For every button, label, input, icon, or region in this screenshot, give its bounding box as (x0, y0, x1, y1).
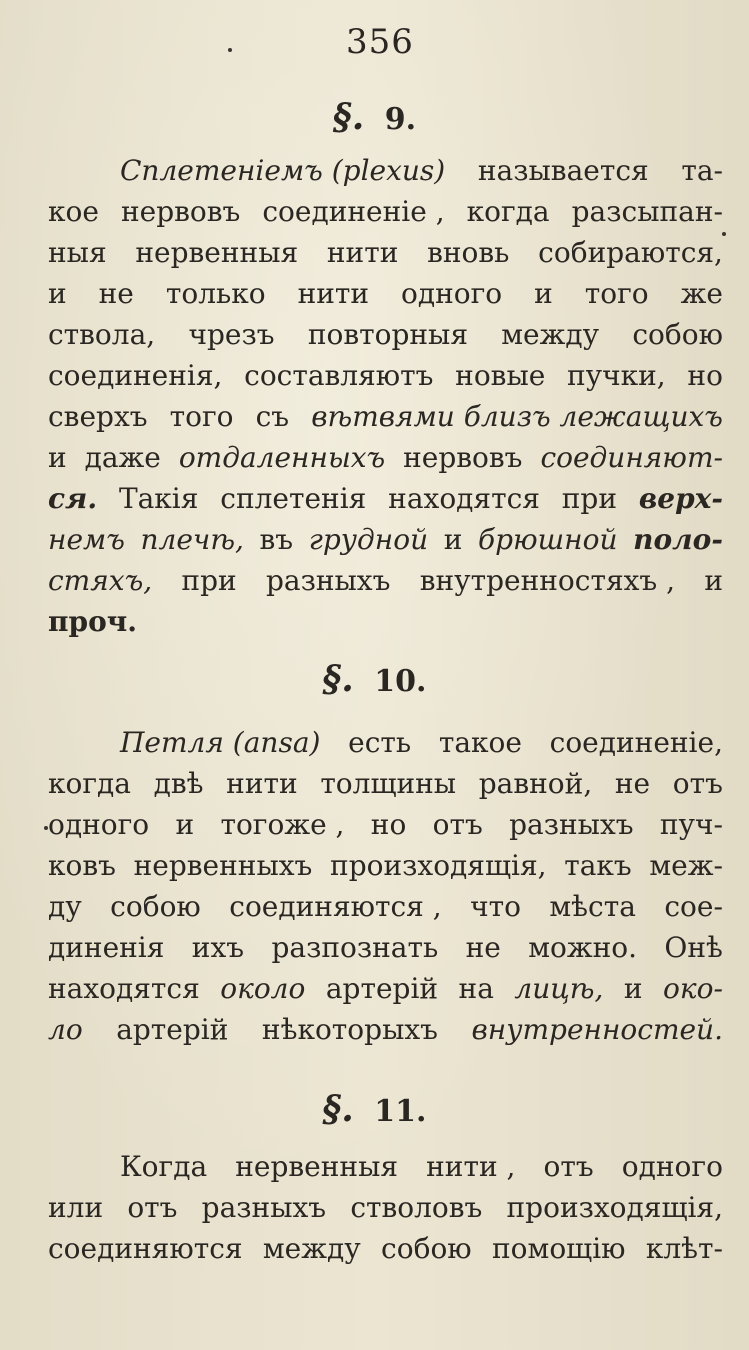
word: нервовъ (120, 195, 241, 228)
word: и (623, 972, 643, 1005)
text-line (48, 722, 723, 763)
word: не (614, 767, 651, 800)
word: кое (48, 195, 99, 228)
section-number: 11. (374, 1094, 427, 1129)
word: грудной (308, 523, 429, 556)
word: не (98, 277, 134, 310)
word: разпознать (271, 931, 439, 964)
text-line (48, 478, 723, 519)
word: проч. (48, 605, 137, 638)
text-line (48, 150, 723, 191)
word: ихъ (191, 931, 245, 964)
word: поло- (633, 523, 723, 556)
word: меж- (649, 849, 723, 882)
word: нервенныя (235, 1150, 399, 1183)
word: нити , (426, 1150, 516, 1183)
text-line (48, 1146, 723, 1187)
word: на (458, 972, 494, 1005)
section-heading-9 (0, 96, 749, 138)
word: и (48, 277, 67, 310)
word: сверхъ (48, 400, 148, 433)
word: соединеніе , (262, 195, 445, 228)
print-speck (722, 232, 726, 236)
word: и (48, 441, 67, 474)
text-line (48, 355, 723, 396)
word: такое (438, 726, 522, 759)
word: собираются, (538, 236, 723, 269)
word: нити (297, 277, 370, 310)
word: ло (48, 1013, 83, 1046)
word: соединяются , (229, 890, 442, 923)
word: новые (455, 359, 546, 392)
word: соединяются (48, 1232, 243, 1265)
word: отъ (672, 767, 723, 800)
word: Такія (118, 482, 199, 515)
section-number: 10. (374, 664, 427, 699)
word: даже (84, 441, 161, 474)
word: въ (259, 523, 294, 556)
word: отъ (432, 808, 483, 841)
word: отдаленныхъ (178, 441, 386, 474)
word: того (169, 400, 234, 433)
word: соединенія, (48, 359, 223, 392)
text-line (48, 1187, 723, 1228)
text-line (48, 845, 723, 886)
text-line (48, 1009, 723, 1050)
word: ныя (48, 236, 107, 269)
text-line (48, 437, 723, 478)
paragraph-plexus (48, 150, 723, 642)
text-line (48, 968, 723, 1009)
section-heading-11 (0, 1088, 749, 1130)
word: находятся (48, 972, 200, 1005)
word: одного (48, 808, 150, 841)
word: вновь (427, 236, 510, 269)
word: артерій (325, 972, 439, 1005)
word: пуч- (659, 808, 723, 841)
print-speck (228, 48, 232, 52)
section-sign: §. (322, 1088, 354, 1130)
word: не (465, 931, 501, 964)
word: ся. (48, 482, 98, 515)
word: такъ (564, 849, 632, 882)
print-speck (44, 826, 48, 830)
word: при (181, 564, 237, 597)
word: нѣкоторыхъ (261, 1013, 438, 1046)
paragraph-ansa (48, 722, 723, 1050)
word: или (48, 1191, 104, 1224)
word: отъ (127, 1191, 178, 1224)
word: ковъ (48, 849, 116, 882)
word: соединяют- (540, 441, 723, 474)
word: что (470, 890, 521, 923)
word: но (687, 359, 723, 392)
section-heading-10 (0, 658, 749, 700)
text-line (48, 886, 723, 927)
word: внутренностей. (471, 1013, 723, 1046)
text-line (48, 314, 723, 355)
word: верх- (638, 482, 723, 515)
text-line (48, 273, 723, 314)
word: Петля (ansa) (120, 726, 321, 759)
text-line (48, 232, 723, 273)
word: артерій (116, 1013, 229, 1046)
word: мѣста (549, 890, 636, 923)
text-line (48, 601, 723, 642)
word: нити (226, 767, 298, 800)
word: между (262, 1232, 361, 1265)
word: диненія (48, 931, 165, 964)
text-line (48, 396, 723, 437)
word: когда (466, 195, 550, 228)
word: равной, (478, 767, 593, 800)
word: есть (348, 726, 412, 759)
word: разныхъ (509, 808, 634, 841)
word: же (680, 277, 723, 310)
word: та- (681, 154, 723, 187)
paragraph-nerve-threads (48, 1146, 723, 1269)
word: и (175, 808, 195, 841)
word: сое- (664, 890, 723, 923)
section-sign: §. (332, 96, 365, 138)
text-line (48, 519, 723, 560)
word: лицѣ, (514, 972, 604, 1005)
word: соединеніе, (549, 726, 723, 759)
word: составляютъ (244, 359, 434, 392)
word: собою (381, 1232, 472, 1265)
word: и (443, 523, 463, 556)
word: только (165, 277, 266, 310)
word: вѣтвями близъ лежащихъ (311, 400, 723, 433)
word: того (584, 277, 649, 310)
section-sign: §. (322, 658, 354, 700)
text-line (48, 560, 723, 601)
word: сплетенія (220, 482, 367, 515)
word: собою (632, 318, 723, 351)
word: произходящія, (506, 1191, 723, 1224)
word: нити (326, 236, 399, 269)
page-number: 356 (346, 22, 414, 62)
word: ствола, (48, 318, 156, 351)
text-line (48, 763, 723, 804)
word: отъ (543, 1150, 594, 1183)
word: разсыпан- (571, 195, 723, 228)
word: тогоже , (220, 808, 345, 841)
word: пучки, (567, 359, 666, 392)
word: нервенныхъ (133, 849, 313, 882)
word: разныхъ (265, 564, 391, 597)
section-number: 9. (384, 102, 417, 137)
word: помощію (492, 1232, 626, 1265)
word: нервенныя (135, 236, 299, 269)
text-line (48, 191, 723, 232)
word: стволовъ (350, 1191, 483, 1224)
word: нервовъ (403, 441, 523, 474)
word: называется (477, 154, 649, 187)
word: внутренностяхъ , (419, 564, 676, 597)
word: немъ (48, 523, 125, 556)
word: когда (48, 767, 131, 800)
word: разныхъ (201, 1191, 327, 1224)
word: и (534, 277, 553, 310)
word: Сплетеніемъ (plexus) (120, 154, 446, 187)
word: ду (48, 890, 82, 923)
word: одного (401, 277, 503, 310)
word: и (704, 564, 723, 597)
text-line (48, 804, 723, 845)
text-line (48, 1228, 723, 1269)
word: но (370, 808, 407, 841)
word: между (501, 318, 600, 351)
word: Когда (120, 1150, 208, 1183)
word: толщины (320, 767, 457, 800)
word: при (561, 482, 618, 515)
word: плечѣ, (140, 523, 244, 556)
text-line (48, 927, 723, 968)
word: стяхъ, (48, 564, 153, 597)
word: повторныя (307, 318, 468, 351)
word: собою (110, 890, 201, 923)
word: съ (255, 400, 290, 433)
word: произходящія, (330, 849, 547, 882)
word: около (220, 972, 306, 1005)
word: Онѣ (664, 931, 723, 964)
word: двѣ (153, 767, 204, 800)
word: око- (663, 972, 723, 1005)
word: можно. (528, 931, 638, 964)
word: одного (621, 1150, 723, 1183)
word: находятся (388, 482, 540, 515)
word: клѣт- (645, 1232, 723, 1265)
word: брюшной (477, 523, 618, 556)
word: чрезъ (188, 318, 275, 351)
